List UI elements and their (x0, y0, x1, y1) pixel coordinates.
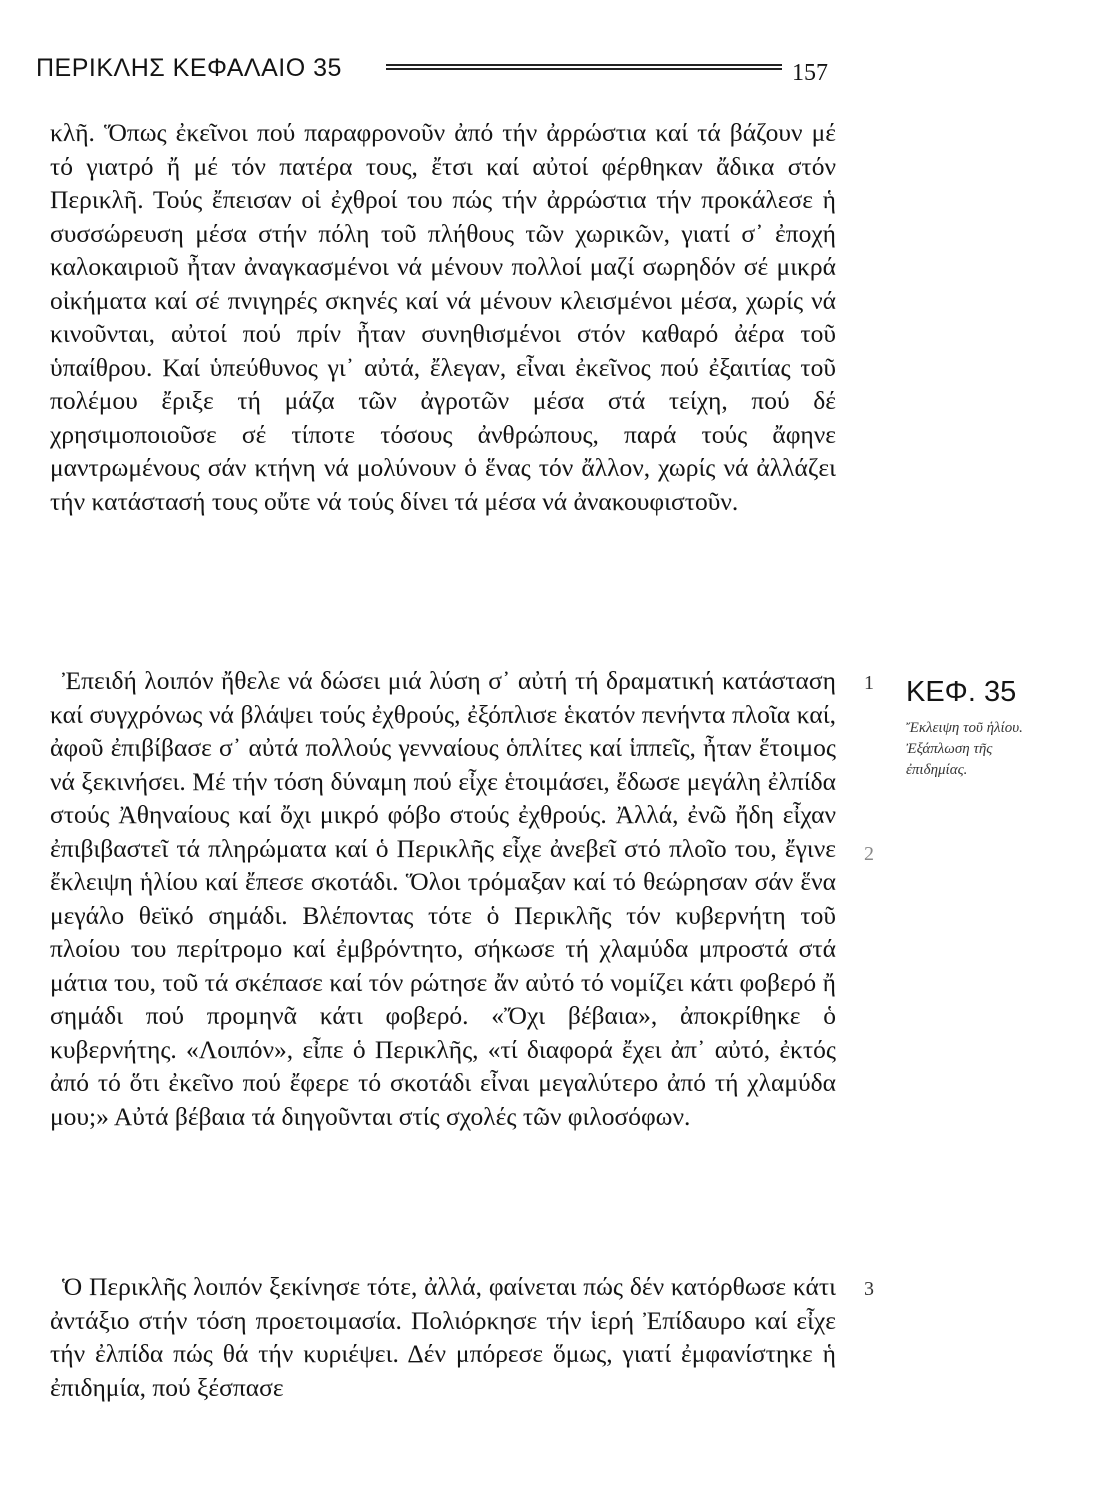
page-header (0, 0, 1096, 100)
section-number-3: 3 (864, 1278, 874, 1300)
header-double-rule (386, 64, 782, 76)
margin-note: Ἔκλειψη τοῦ ἡλίου. Ἐξάπλωση τῆς ἐπιδημίας. (906, 720, 1023, 778)
chapter-heading: ΚΕΦ. 35 (906, 676, 1017, 708)
paragraph-3: Ὁ Περικλῆς λοιπόν ξεκίνησε τότε, ἀλλά, φαίνεται πώς δέν κατόρθωσε κάτι ἀντάξιο στήν τόση προετοιμασία. Πολιόρκησε τήν ἱερή Ἐπίδαυρο καί εἶχε τήν ἐλπίδα πώς θά τήν κυριέψει. Δέν μπόρεσε ὅμως, γιατί ἐμφανίστηκε ἡ ἐπιδημία, πού ξέσπασε (50, 1272, 836, 1402)
section-number-1: 1 (864, 672, 874, 694)
section-number-2: 2 (864, 843, 874, 865)
paragraph-1: κλῆ. Ὅπως ἐκεῖνοι πού παραφρονοῦν ἀπό τήν ἀρρώστια καί τά βάζουν μέ τό γιατρό ἤ μέ τόν πατέρα τους, ἔτσι καί αὐτοί φέρθηκαν ἄδικα στόν Περικλῆ. Τούς ἔπεισαν οἱ ἐχθροί του πώς τήν ἀρρώστια τήν προκάλεσε ἡ συσσώρευση μέσα στήν πόλη τοῦ πλήθους τῶν χωρικῶν, γιατί σ᾽ ἐποχή καλοκαιριοῦ ἦταν ἀναγκασμένοι νά μένουν πολλοί μαζί σωρηδόν σέ μικρά οἰκήματα καί σέ πνιγηρές σκηνές καί νά μένουν κλεισμένοι μέσα, χωρίς νά κινοῦνται, αὐτοί πού πρίν ἦταν συνηθισμένοι στόν καθαρό ἀέρα τοῦ ὑπαίθρου. Καί ὑπεύθυνος γι᾽ αὐτά, ἔλεγαν, εἶναι ἐκεῖνος πού ἐξαιτίας τοῦ πολέμου ἔριξε τή μάζα τῶν ἀγροτῶν μέσα στά τείχη, πού δέ χρησιμοποιοῦσε σέ τίποτε τόσους ἀνθρώπους, παρά τούς ἄφηνε μαντρωμένους σάν κτήνη νά μολύνουν ὁ ἕνας τόν ἄλλον, χωρίς νά ἀλλάζει τήν κατάστασή τους οὔτε νά τούς δίνει τά μέσα νά ἀνακουφιστοῦν. (50, 118, 836, 516)
running-head-title: ΠΕΡΙΚΛΗΣ ΚΕΦΑΛΑΙΟ 35 (36, 54, 342, 82)
page-number: 157 (792, 60, 828, 86)
paragraph-2: Ἐπειδή λοιπόν ἤθελε νά δώσει μιά λύση σ᾽ αὐτή τή δραματική κατάσταση καί συγχρόνως νά βλάψει τούς ἐχθρούς, ἐξόπλισε ἑκατόν πενήντα πλοῖα καί, ἀφοῦ ἐπιβίβασε σ᾽ αὐτά πολλούς γενναίους ὁπλίτες καί ἱππεῖς, ἦταν ἕτοιμος νά ξεκινήσει. Μέ τήν τόση δύναμη πού εἶχε ἑτοιμάσει, ἔδωσε μεγάλη ἐλπίδα στούς Ἀθηναίους καί ὄχι μικρό φόβο στούς ἐχθρούς. Ἀλλά, ἐνῶ ἤδη εἶχαν ἐπιβιβαστεῖ τά πληρώματα καί ὁ Περικλῆς εἶχε ἀνεβεῖ στό πλοῖο του, ἔγινε ἔκλειψη ἡλίου καί ἔπεσε σκοτάδι. Ὅλοι τρόμαξαν καί τό θεώρησαν σάν ἕνα μεγάλο θεϊκό σημάδι. Βλέποντας τότε ὁ Περικλῆς τόν κυβερνήτη τοῦ πλοίου του περίτρομο καί ἐμβρόντητο, σήκωσε τή χλαμύδα μπροστά στά μάτια του, τοῦ τά σκέπασε καί τόν ρώτησε ἄν αὐτό τό νομίζει κάτι φοβερό ἤ σημάδι πού προμηνᾶ κάτι φοβερό. «Ὄχι βέβαια», ἀποκρίθηκε ὁ κυβερνήτης. «Λοιπόν», εἶπε ὁ Περικλῆς, «τί διαφορά ἔχει ἀπ᾽ αὐτό, ἐκτός ἀπό τό ὅτι ἐκεῖνο πού ἔφερε τό σκοτάδι εἶναι μεγαλύτερο ἀπό τή χλαμύδα μου;» Αὐτά βέβαια τά διηγοῦνται στίς σχολές τῶν φιλοσόφων. (50, 666, 836, 1131)
